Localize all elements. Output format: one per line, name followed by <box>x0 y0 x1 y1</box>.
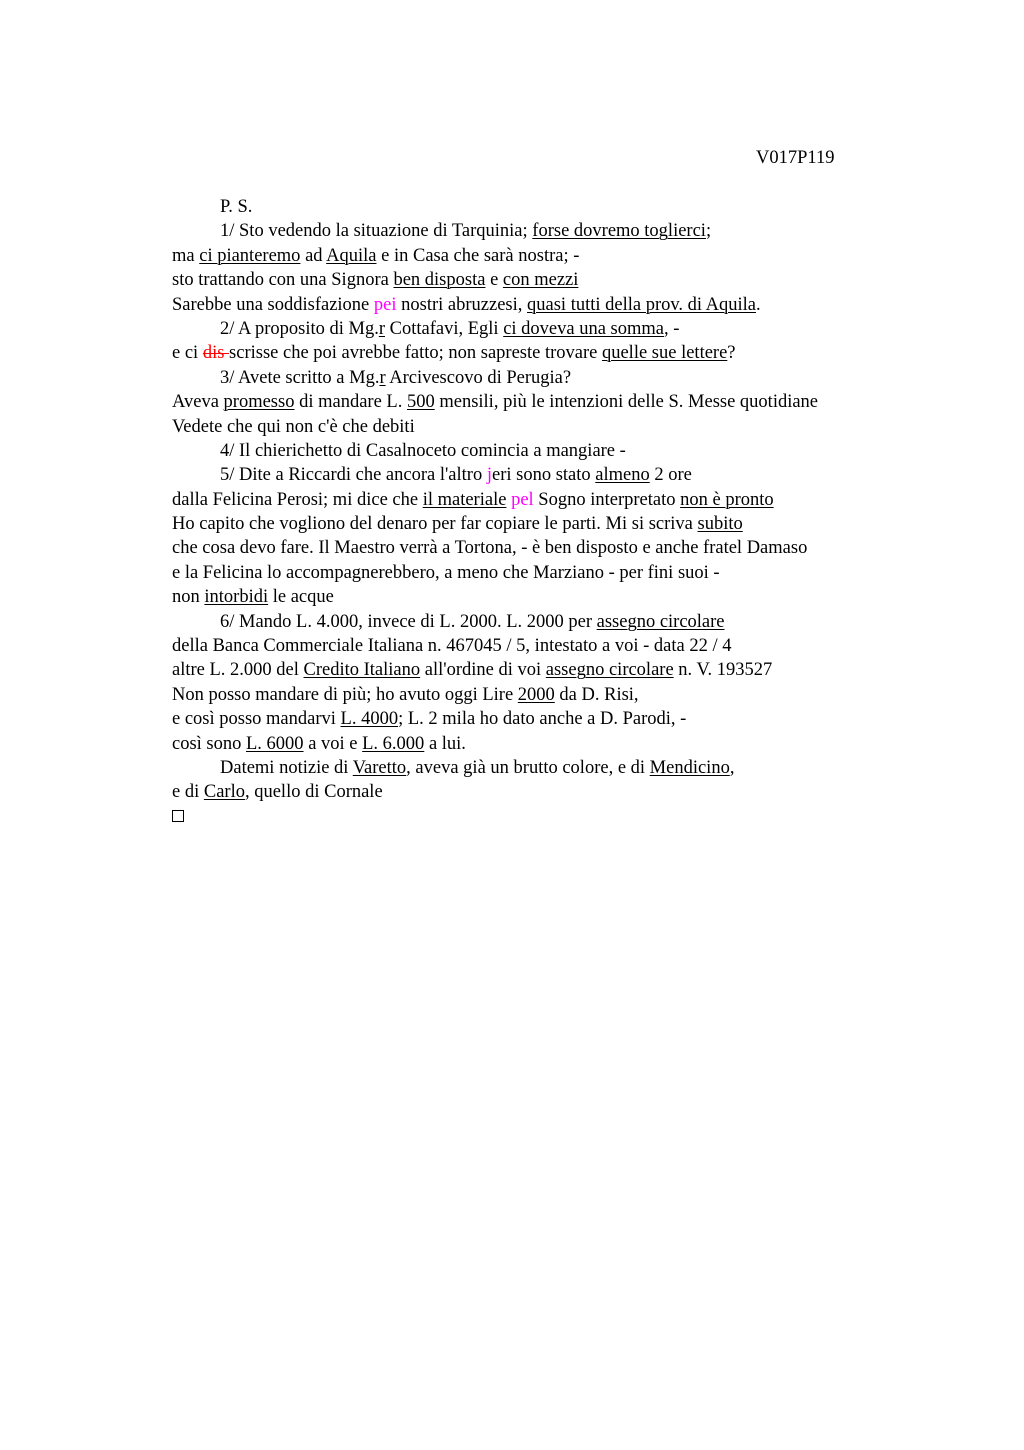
struck-text: dis <box>202 343 230 364</box>
text-segment: ma <box>172 245 200 266</box>
text-line <box>172 244 932 268</box>
underlined-text: forse dovremo toglierci <box>532 221 706 242</box>
text-segment: Sogno interpretato <box>533 489 681 510</box>
text-segment: Aveva <box>172 392 224 413</box>
text-segment: n. V. 193527 <box>673 660 773 681</box>
magenta-correction: pei <box>373 294 397 315</box>
end-square-icon <box>172 810 184 822</box>
magenta-correction: j <box>486 465 492 486</box>
text-line <box>172 463 932 487</box>
text-line <box>172 317 932 341</box>
text-segment: , quello di Cornale <box>244 782 383 803</box>
underlined-text: il materiale <box>422 489 507 510</box>
underlined-text: assegno circolare <box>545 660 674 681</box>
text-line <box>172 415 932 439</box>
underlined-text: Aquila <box>326 245 377 266</box>
text-segment: mensili, più le intenzioni delle S. Messe quotidiane <box>434 392 819 413</box>
text-segment: P. S. <box>220 197 253 217</box>
text-segment: della Banca Commerciale Italiana n. 467045 / 5, intestato a voi - data 22 / 4 <box>172 636 732 657</box>
text-segment: Ho capito che vogliono del denaro per far copiare le parti. Mi si scriva <box>172 514 698 535</box>
text-segment: a voi e <box>303 733 363 754</box>
text-segment: ad <box>300 245 327 266</box>
text-segment: , - <box>664 318 680 339</box>
underlined-text: subito <box>697 514 743 535</box>
underlined-text: con mezzi <box>502 270 579 291</box>
text-line <box>172 732 932 756</box>
text-segment: scrisse che poi avrebbe fatto; non sapreste trovare <box>229 343 602 364</box>
underlined-text: promesso <box>223 392 295 413</box>
text-segment: che cosa devo fare. Il Maestro verrà a Tortona, - è ben disposto e anche fratel Damaso <box>172 538 808 559</box>
text-segment: ? <box>727 343 736 364</box>
text-segment: e in Casa che sarà nostra; - <box>376 245 580 266</box>
text-segment: Cottafavi, Egli <box>385 318 504 339</box>
text-segment: Vedete che qui non c'è che debiti <box>172 416 415 437</box>
text-segment: ; L. 2 mila ho dato anche a D. Parodi, - <box>398 709 687 730</box>
text-segment: 2/ A proposito di Mg. <box>220 318 379 339</box>
underlined-text: L. 6.000 <box>362 733 425 754</box>
underlined-text: r <box>379 367 386 388</box>
text-segment: ; <box>705 221 712 242</box>
text-line <box>172 658 932 682</box>
text-segment: Datemi notizie di <box>220 757 353 778</box>
letter-body <box>172 195 932 822</box>
text-segment: 6/ Mando L. 4.000, invece di L. 2000. L. 2000 per <box>220 611 597 632</box>
underlined-text: 500 <box>406 392 435 413</box>
text-line <box>172 585 932 609</box>
text-segment: e la Felicina lo accompagnerebbero, a meno che Marziano - per fini suoi - <box>172 562 720 583</box>
underlined-text: ben disposta <box>393 270 486 291</box>
text-segment: e di <box>172 782 204 803</box>
text-segment: nostri abruzzesi, <box>396 294 528 315</box>
underlined-text: ci pianteremo <box>199 245 301 266</box>
text-segment: di mandare L. <box>294 392 407 413</box>
text-line <box>172 683 932 707</box>
text-segment: Arcivescovo di Perugia? <box>385 367 572 388</box>
text-segment: da D. Risi, <box>554 684 639 705</box>
text-segment: , aveva già un brutto colore, e di <box>406 757 650 778</box>
text-segment: così sono <box>172 733 246 754</box>
underlined-text: quasi tutti della prov. di Aquila <box>527 294 757 315</box>
text-line <box>172 634 932 658</box>
text-line <box>172 390 932 414</box>
underlined-text: intorbidi <box>204 587 269 608</box>
underlined-text: ci doveva una somma <box>503 318 664 339</box>
text-line <box>172 756 932 780</box>
text-segment: , <box>729 757 735 778</box>
text-line <box>172 366 932 390</box>
text-line <box>172 610 932 634</box>
text-line <box>172 488 932 512</box>
underlined-text: almeno <box>595 465 650 486</box>
text-line <box>172 293 932 317</box>
underlined-text: non è pronto <box>680 489 774 510</box>
text-segment: 5/ Dite a Riccardi che ancora l'altro <box>220 465 487 486</box>
text-segment: Non posso mandare di più; ho avuto oggi Lire <box>172 684 518 705</box>
text-segment: dalla Felicina Perosi; mi dice che <box>172 489 423 510</box>
text-segment: non <box>172 587 205 608</box>
text-line <box>172 780 932 804</box>
text-segment: e ci <box>172 343 203 364</box>
text-line <box>172 707 932 731</box>
text-segment: a lui. <box>424 733 466 754</box>
underlined-text: Mendicino <box>649 757 730 778</box>
page-id: V017P119 <box>756 148 835 168</box>
underlined-text: assegno circolare <box>596 611 725 632</box>
text-line <box>172 219 932 243</box>
underlined-text: Credito Italiano <box>303 660 421 681</box>
text-segment: 1/ Sto vedendo la situazione di Tarquinia; <box>220 221 533 242</box>
magenta-correction: pel <box>511 489 534 510</box>
text-segment: . <box>756 294 761 315</box>
underlined-text: r <box>378 318 385 339</box>
underlined-text: L. 6000 <box>246 733 304 754</box>
text-segment: le acque <box>268 587 334 608</box>
text-line <box>172 536 932 560</box>
underlined-text: L. 4000 <box>340 709 399 730</box>
text-segment: 4/ Il chierichetto di Casalnoceto comincia a mangiare - <box>220 440 626 461</box>
underlined-text: Varetto <box>352 757 407 778</box>
text-segment: Sarebbe una soddisfazione <box>172 294 374 315</box>
underlined-text: 2000 <box>517 684 555 705</box>
text-segment: eri sono stato <box>491 465 596 486</box>
text-segment: sto trattando con una Signora <box>172 270 394 291</box>
text-line <box>172 268 932 292</box>
text-segment: all'ordine di voi <box>420 660 546 681</box>
underlined-text: Carlo <box>203 782 245 803</box>
underlined-text: quelle sue lettere <box>601 343 728 364</box>
text-segment: e così posso mandarvi <box>172 709 341 730</box>
text-segment: altre L. 2.000 del <box>172 660 304 681</box>
text-line <box>172 512 932 536</box>
text-segment: 3/ Avete scritto a Mg. <box>220 367 380 388</box>
text-line <box>172 195 932 219</box>
text-segment: 2 ore <box>649 465 692 486</box>
text-line <box>172 439 932 463</box>
text-line <box>172 561 932 585</box>
text-segment: e <box>485 270 503 291</box>
text-line <box>172 341 932 365</box>
